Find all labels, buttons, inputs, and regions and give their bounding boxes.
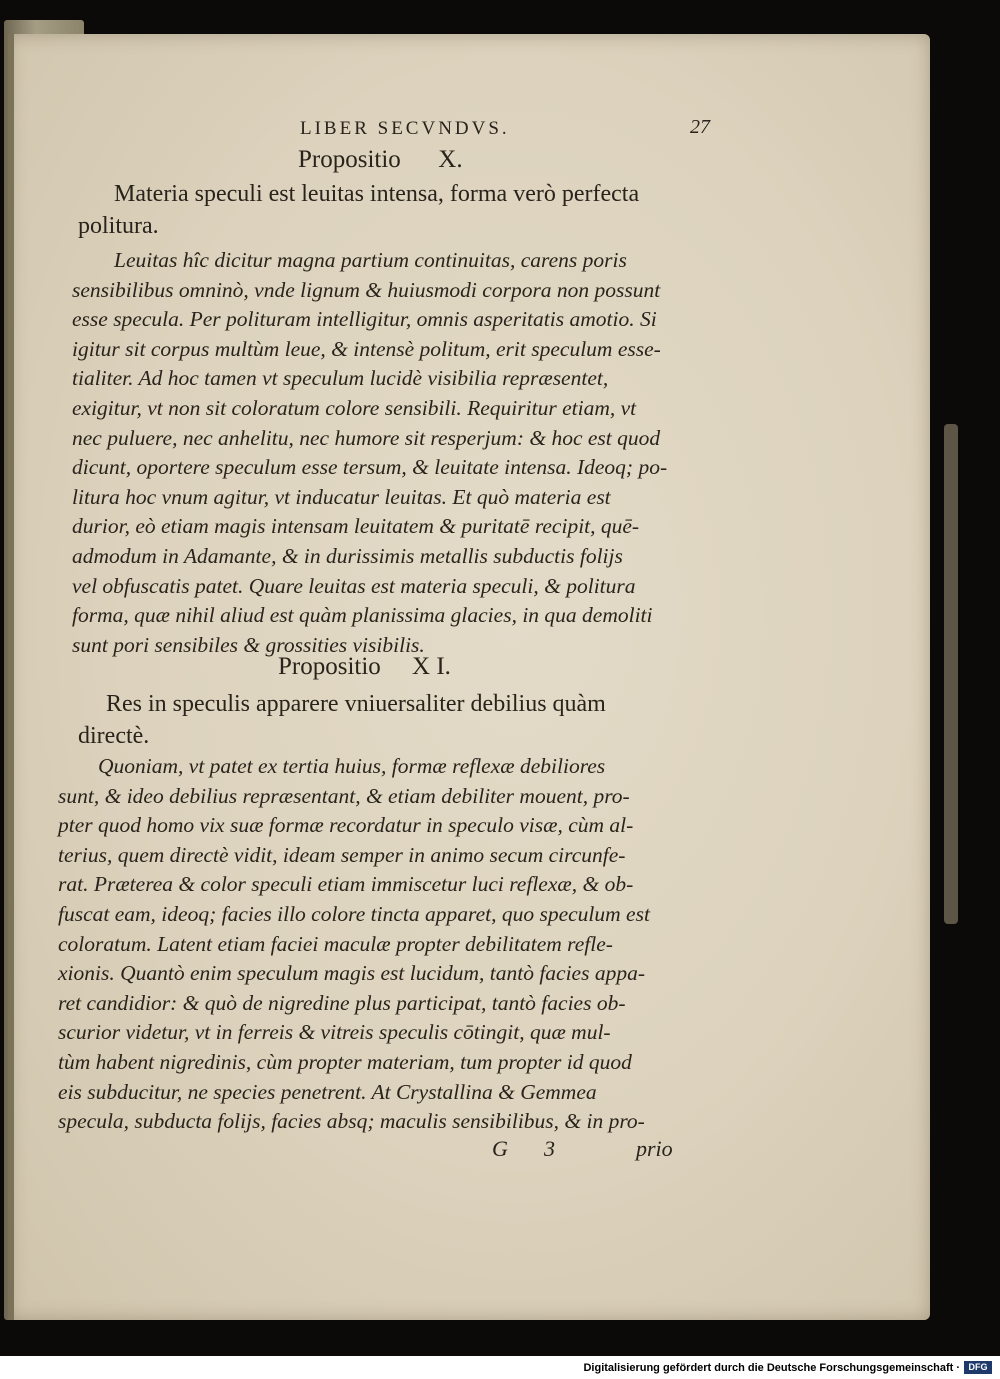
commentary-line: nec puluere, nec anhelitu, nec humore sit resperjum: & hoc est quod	[72, 425, 661, 450]
commentary-line: sensibilibus omninò, vnde lignum & huiusmodi corpora non possunt	[72, 277, 661, 302]
prop10-statement	[78, 178, 708, 242]
commentary-line: terius, quem directè vidit, ideam semper in animo secum circunfe-	[58, 842, 626, 867]
prop10-heading: Propositio X.	[298, 146, 463, 173]
signature-mark: G	[492, 1136, 508, 1161]
commentary-line: tialiter. Ad hoc tamen vt speculum lucidè visibilia repræsentet,	[72, 366, 609, 391]
digitization-credit: Digitalisierung gefördert durch die Deutsche Forschungsgemeinschaft ·	[583, 1362, 960, 1374]
commentary-line: igitur sit corpus multùm leue, & intensè politum, erit speculum esse-	[72, 336, 661, 361]
commentary-line: esse specula. Per polituram intelligitur, omnis asperitatis amotio. Si	[72, 307, 657, 332]
prop10-statement-line: politura.	[78, 213, 159, 239]
prop11-statement	[78, 688, 708, 752]
commentary-line: scurior videtur, vt in ferreis & vitreis speculis cōtingit, quæ mul-	[58, 1020, 611, 1045]
prop10-commentary	[72, 246, 667, 660]
prop11-commentary	[58, 752, 650, 1137]
commentary-line: coloratum. Latent etiam faciei maculæ propter debilitatem refle-	[58, 931, 613, 956]
commentary-line: vel obfuscatis patet. Quare leuitas est materia speculi, & politura	[72, 573, 636, 598]
commentary-line: admodum in Adamante, & in durissimis metallis subductis folijs	[72, 543, 623, 568]
commentary-line: durior, eò etiam magis intensam leuitatem & puritatē recipit, quē-	[72, 514, 640, 539]
scan-side-strip	[944, 424, 958, 924]
commentary-line: litura hoc vnum agitur, vt inducatur leuitas. Et quò materia est	[72, 484, 611, 509]
commentary-line: rat. Præterea & color speculi etiam immiscetur luci reflexæ, & ob-	[58, 872, 634, 897]
dfg-logo: DFG	[964, 1361, 992, 1374]
commentary-line: sunt pori sensibiles & grossities visibilis.	[72, 632, 425, 657]
commentary-line: sunt, & ideo debilius repræsentant, & etiam debiliter mouent, pro-	[58, 783, 630, 808]
commentary-line: dicunt, oportere speculum esse tersum, & leuitate intensa. Ideoq; po-	[72, 455, 668, 480]
commentary-line: pter quod homo vix suæ formæ recordatur in speculo visæ, cùm al-	[58, 813, 634, 838]
prop11-statement-line: Res in speculis apparere vniuersaliter debilius quàm	[106, 691, 606, 717]
page-number: 27	[690, 116, 710, 138]
commentary-line: specula, subducta folijs, facies absq; maculis sensibilibus, & in pro-	[58, 1109, 645, 1134]
commentary-line: Leuitas hîc dicitur magna partium continuitas, carens poris	[114, 248, 627, 272]
commentary-line: Quoniam, vt patet ex tertia huius, formæ reflexæ debiliores	[98, 754, 606, 778]
prop11-heading: Propositio X I.	[278, 653, 451, 680]
page-gutter	[8, 34, 14, 1320]
catchword: prio	[636, 1136, 673, 1161]
running-head: LIBER SECVNDVS.	[300, 118, 510, 139]
commentary-line: eis subducitur, ne species penetrent. At Crystallina & Gemmea	[58, 1079, 597, 1104]
prop11-statement-line: directè.	[78, 723, 150, 749]
commentary-line: forma, quæ nihil aliud est quàm planissima glacies, in qua demoliti	[72, 603, 653, 628]
signature-number: 3	[544, 1136, 555, 1161]
commentary-line: ret candidior: & quò de nigredine plus participat, tantò facies ob-	[58, 990, 626, 1015]
commentary-line: exigitur, vt non sit coloratum colore sensibili. Requiritur etiam, vt	[72, 395, 637, 420]
commentary-line: fuscat eam, ideoq; facies illo colore tincta apparet, quo speculum est	[58, 901, 650, 926]
commentary-line: xionis. Quantò enim speculum magis est lucidum, tantò facies appa-	[58, 961, 645, 986]
commentary-line: tùm habent nigredinis, cùm propter materiam, tum propter id quod	[58, 1049, 632, 1074]
prop10-statement-line: Materia speculi est leuitas intensa, forma verò perfecta	[114, 181, 640, 207]
